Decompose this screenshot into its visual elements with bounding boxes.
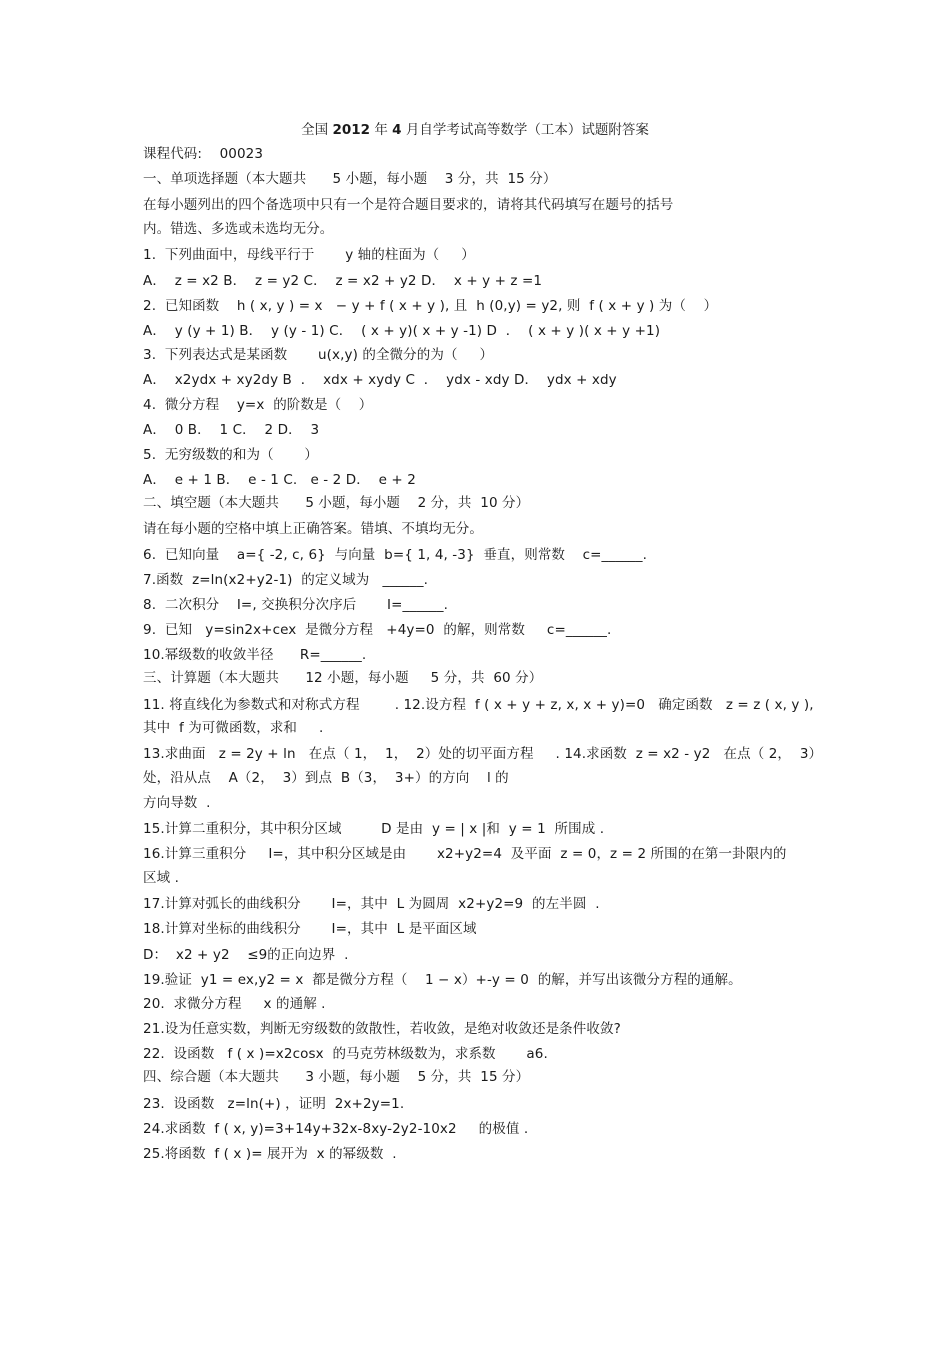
question-14-cont: 处，沿从点 A（2， 3）到点 B（3， 3+）的方向 l 的 xyxy=(143,770,509,786)
question-10: 10.幂级数的收敛半径 R=______. xyxy=(143,647,367,663)
question-17: 17.计算对弧长的曲线积分 I=，其中 L 为圆周 x2+y2=9 的左半圆 . xyxy=(143,896,600,912)
question-16-cont: 区域 . xyxy=(143,870,179,886)
question-20: 20. 求微分方程 x 的通解 . xyxy=(143,996,326,1012)
question-2: 2. 已知函数 h ( x, y ) = x − y + f ( x + y ), 且 h (0,y) = y2, 则 f ( x + y ) 为（ ） xyxy=(143,298,718,314)
question-15: 15.计算二重积分，其中积分区域 D 是由 y = | x |和 y = 1 所围成 . xyxy=(143,821,605,837)
question-22: 22. 设函数 f ( x )=x2cosx 的马克劳林级数为，求系数 a6. xyxy=(143,1046,548,1062)
question-25: 25.将函数 f ( x )= 展开为 x 的幂级数 . xyxy=(143,1146,397,1162)
title-year: 2012 xyxy=(332,122,371,138)
question-1: 1. 下列曲面中，母线平行于 y 轴的柱面为（ ） xyxy=(143,247,475,263)
question-18-cont: D： x2 + y2 ≤9的正向边界 . xyxy=(143,947,349,963)
question-7: 7.函数 z=ln(x2+y2-1) 的定义域为 ______. xyxy=(143,572,428,588)
section-heading-comprehensive: 四、综合题（本大题共 3 小题，每小题 5 分，共 15 分） xyxy=(143,1069,530,1085)
options-2: A． y (y + 1) B． y (y - 1) C． ( x + y)( x + y -1) D ． ( x + y )( x + y +1) xyxy=(143,323,661,339)
question-5: 5. 无穷级数的和为（ ） xyxy=(143,447,319,463)
question-24: 24.求函数 f ( x, y)=3+14y+32x-8xy-2y2-10x2 的极值 . xyxy=(143,1121,529,1137)
section-heading-calc: 三、计算题（本大题共 12 小题，每小题 5 分，共 60 分） xyxy=(143,670,543,686)
title-month: 4 xyxy=(392,122,402,138)
question-8: 8. 二次积分 I=, 交换积分次序后 I=______. xyxy=(143,597,449,613)
question-9: 9. 已知 y=sin2x+cex 是微分方程 +4y=0 的解，则常数 c=______. xyxy=(143,622,612,638)
instruction-line: 内。错选、多选或未选均无分。 xyxy=(143,221,334,237)
options-1: A． z = x2 B． z = y2 C． z = x2 + y2 D． x + y + z =1 xyxy=(143,273,543,289)
question-11-12: 11. 将直线化为参数式和对称式方程 . 12.设方程 f ( x + y + z, x, x + y)=0 确定函数 z = z ( x, y ), xyxy=(143,697,814,713)
question-21: 21.设为任意实数，判断无穷级数的敛散性，若收敛，是绝对收敛还是条件收敛? xyxy=(143,1021,621,1037)
section-heading-choice: 一、单项选择题（本大题共 5 小题，每小题 3 分，共 15 分） xyxy=(143,171,557,187)
instruction-line: 请在每小题的空格中填上正确答案。错填、不填均无分。 xyxy=(143,521,483,537)
options-4: A． 0 B． 1 C． 2 D． 3 xyxy=(143,422,320,438)
question-13-14: 13.求曲面 z = 2y + ln 在点（ 1， 1， 2）处的切平面方程 . 14.求函数 z = x2 - y2 在点（ 2， 3） xyxy=(143,746,823,762)
title-post: 月自学考试高等数学（工本）试题附答案 xyxy=(401,122,649,138)
question-4: 4. 微分方程 y=x 的阶数是（ ） xyxy=(143,397,373,413)
page-title xyxy=(0,121,950,139)
title-pre: 全国 xyxy=(301,122,333,138)
instruction-line: 在每小题列出的四个备选项中只有一个是符合题目要求的，请将其代码填写在题号的括号 xyxy=(143,197,674,213)
title-mid: 年 xyxy=(370,122,393,138)
section-heading-fill: 二、填空题（本大题共 5 小题，每小题 2 分，共 10 分） xyxy=(143,495,530,511)
course-code: 课程代码: 00023 xyxy=(143,146,264,162)
question-18: 18.计算对坐标的曲线积分 I=，其中 L 是平面区域 xyxy=(143,921,477,937)
question-19: 19.验证 y1 = ex,y2 = x 都是微分方程（ 1 − x）+-y = 0 的解，并写出该微分方程的通解。 xyxy=(143,972,742,988)
question-16: 16.计算三重积分 I=，其中积分区域是由 x2+y2=4 及平面 z = 0，z = 2 所围的在第一卦限内的 xyxy=(143,846,787,862)
question-3: 3. 下列表达式是某函数 u(x,y) 的全微分的为（ ） xyxy=(143,347,494,363)
options-3: A． x2ydx + xy2dy B ． xdx + xydy C ． ydx - xdy D． ydx + xdy xyxy=(143,372,617,388)
question-14-cont: 方向导数 . xyxy=(143,795,211,811)
question-23: 23. 设函数 z=ln(+) ，证明 2x+2y=1. xyxy=(143,1096,405,1112)
question-12-cont: 其中 f 为可微函数，求和 . xyxy=(143,720,324,736)
question-6: 6. 已知向量 a={ -2, c, 6} 与向量 b={ 1, 4, -3} 垂直，则常数 c=______. xyxy=(143,547,648,563)
options-5: A． e + 1 B． e - 1 C. e - 2 D． e + 2 xyxy=(143,472,416,488)
